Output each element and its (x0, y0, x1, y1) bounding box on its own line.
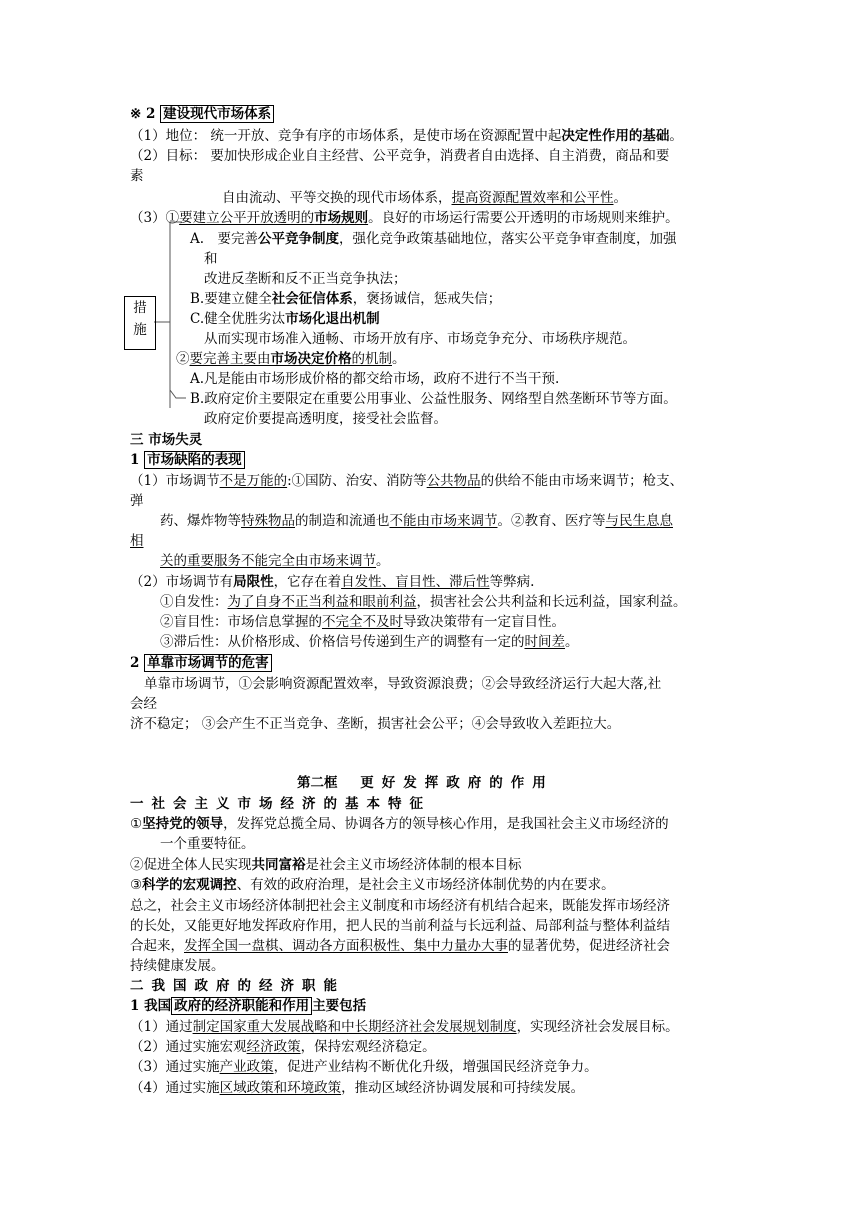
function-2 (130, 1037, 436, 1057)
function-4 (130, 1078, 584, 1098)
text: （3）通过实施 (130, 1059, 220, 1075)
emphasis: 局限性 (233, 574, 274, 590)
emphasis: 市场决定价格 (270, 351, 352, 367)
underlined: 制定国家重大发展战略和中长期经济社会发展规划制度 (192, 1019, 517, 1035)
underlined: 不完全不及时 (322, 614, 403, 630)
text: 、有效的政府治理，是社会主义市场经济体制优势的内在要求。 (236, 877, 615, 893)
measure-2a: A.凡是能由市场形成价格的都交给市场，政府不进行不当干预. (190, 371, 560, 387)
text: 。 (392, 351, 406, 367)
text: 药、爆炸物等 (160, 513, 241, 529)
text: 是社会主义市场经济体制的根本目标 (305, 857, 522, 873)
goal-line-wrap: 素 (130, 168, 144, 184)
text: ②促进全体人民实现 (130, 857, 252, 873)
measure-1a-cont: 改进反垄断和反不正当竞争执法； (204, 271, 407, 287)
label: （1）地位： (130, 128, 207, 144)
heading-economic-functions: 二我国政府的经济职能 (130, 978, 345, 994)
text: ①自发性： (160, 594, 228, 610)
measure-2b-cont: 政府定价要提高透明度，接受社会监督。 (204, 411, 447, 427)
feature-2 (130, 855, 522, 875)
underlined: 发挥全国一盘棋、调动各方面积极性、集中力量办大事 (184, 938, 508, 954)
measure-1c-cont: 从而实现市场准入通畅、市场开放有序、市场竞争充分、市场秩序规范。 (204, 331, 636, 347)
text: 。 (376, 553, 390, 569)
underlined: 要建立公平开放透明的 (179, 210, 315, 226)
underlined: 的机制 (351, 351, 392, 367)
measure-1c (190, 309, 380, 329)
underlined: 不能由市场来调节 (389, 513, 498, 529)
number: 1 (130, 452, 140, 468)
text: A. 要完善 (190, 231, 259, 247)
functions-heading (130, 996, 366, 1016)
text: 。②教育、医疗等 (497, 513, 606, 529)
harm-line-1: 单靠市场调节，①会影响资源配置效率，导致资源浪费；②会导致经济运行大起大落,社 (144, 676, 662, 692)
title-main: 更好发挥政府的作用 (360, 775, 554, 791)
text: ① (130, 816, 143, 832)
harm-line-wrap: 会经 (130, 696, 157, 712)
framework-title (297, 773, 554, 793)
underlined: 要完善主要由 (189, 351, 271, 367)
text: 主要包括 (312, 998, 367, 1014)
subsection-1-title: 市场缺陷的表现 (144, 451, 245, 469)
section2-title: 建设现代市场体系 (160, 105, 274, 123)
label: ② (176, 351, 190, 367)
measures-label-1: 措 (133, 300, 147, 316)
functions-title: 政府的经济职能和作用 (171, 997, 312, 1015)
emphasis: 科学的宏观调控 (142, 877, 237, 893)
goal-line-2 (222, 188, 627, 208)
text: 等弊病. (489, 574, 535, 590)
emphasis: 决定性作用的基础 (561, 128, 670, 144)
defect-1-cont (160, 511, 673, 531)
text: 。 (565, 634, 579, 650)
text: B.要建立健全 (190, 291, 272, 307)
text: （1）通过 (130, 1019, 193, 1035)
text: 。良好的市场运行需要公开透明的市场规则来维护。 (368, 210, 679, 226)
text: ③ (130, 877, 143, 893)
underlined: 为了自身不正当利益和眼前利益 (227, 594, 417, 610)
position-line (130, 126, 683, 146)
label: （3）① (130, 210, 180, 226)
measure-2 (176, 349, 406, 369)
section-mark: ※ 2 (130, 106, 156, 122)
text: ，促进产业结构不断优化升级，增强国民经济竞争力。 (273, 1059, 598, 1075)
underlined: 与民生息息 (605, 513, 673, 529)
section3-heading: 三 市场失灵 (130, 432, 203, 448)
text: ，损害社会公共利益和长远利益，国家利益。 (416, 594, 687, 610)
subsection-2-title: 单靠市场调节的危害 (144, 654, 272, 672)
text: 。 (613, 190, 627, 206)
emphasis: 市场规则 (314, 210, 369, 226)
text: 要加快形成企业自主经营、公平竞争，消费者自由选择、自主消费，商品和要 (210, 148, 670, 164)
goal-line (130, 146, 669, 166)
emphasis: 公平竞争制度 (258, 231, 340, 247)
text: 合起来， (130, 938, 184, 954)
underlined: 自发性、盲目性、滞后性 (341, 574, 490, 590)
emphasis: 市场化退出机制 (285, 311, 380, 327)
text: ，实现经济社会发展目标。 (516, 1019, 679, 1035)
text: 的显著优势，促进经济社会 (508, 938, 670, 954)
underlined: 不是万能的 (219, 473, 288, 489)
measure-2b: B.政府定价主要限定在重要公用事业、公益性服务、网络型自然垄断环节等方面。 (190, 391, 677, 407)
summary-line-4: 持续健康发展。 (130, 958, 225, 974)
underlined: 提高资源配置效率和公平性 (451, 190, 614, 206)
function-1 (130, 1017, 679, 1037)
text: 。 (669, 128, 683, 144)
underlined: 时间差 (524, 634, 565, 650)
underlined: 产业政策 (219, 1059, 274, 1075)
underlined: 特殊物品 (241, 513, 295, 529)
summary-line-1: 总之，社会主义市场经济体制把社会主义制度和市场经济有机结合起来，既能发挥市场经济 (130, 898, 670, 914)
subsection-1-heading (130, 450, 245, 470)
subsection-2-heading (130, 653, 272, 673)
section2-heading (130, 104, 274, 124)
underlined: 经济政策 (246, 1039, 301, 1055)
text: ，保持宏观经济稳定。 (300, 1039, 436, 1055)
feature-1-cont: 一个重要特征。 (160, 836, 255, 852)
feature-1 (130, 814, 669, 834)
emphasis: 社会征信体系 (271, 291, 353, 307)
spontaneity (160, 592, 687, 612)
text: （4）通过实施 (130, 1080, 220, 1096)
defect-1-end (160, 551, 390, 571)
title-prefix: 第二框 (297, 775, 338, 791)
defect-2 (130, 572, 534, 592)
defect-1-wrap-2: 相 (130, 533, 144, 549)
text: 自由流动、平等交换的现代市场体系， (222, 190, 452, 206)
emphasis: 共同富裕 (251, 857, 306, 873)
blindness (160, 612, 565, 632)
text: （1）市场调节 (130, 473, 220, 489)
measure-1b (190, 289, 501, 309)
text: （2）通过实施宏观 (130, 1039, 247, 1055)
text: ，推动区域经济协调发展和可持续发展。 (341, 1080, 585, 1096)
label: （2）目标： (130, 148, 207, 164)
lag (160, 632, 579, 652)
text: ，强化竞争政策基础地位，落实公平竞争审查制度，加强 (339, 231, 677, 247)
defect-1-wrap: 弹 (130, 493, 144, 509)
function-3 (130, 1057, 598, 1077)
summary-line-2: 的长处，又能更好地发挥政府作用，把人民的当前利益与长远利益、局部利益与整体利益结 (130, 918, 670, 934)
measures-label-2: 施 (133, 322, 147, 338)
underlined: 公共物品 (426, 473, 481, 489)
text: ，它存在着 (273, 574, 342, 590)
number: 2 (130, 655, 140, 671)
summary-line-3 (130, 936, 670, 956)
text: 导致决策带有一定盲目性。 (403, 614, 565, 630)
text: 统一开放、竞争有序的市场体系，是使市场在资源配置中起 (210, 128, 562, 144)
text: :①国防、治安、消防等 (287, 473, 427, 489)
heading-basic-features: 一社会主义市场经济的基本特征 (130, 796, 431, 812)
underlined: 关的重要服务不能完全由市场来调节 (160, 553, 376, 569)
measure-1a (190, 229, 677, 249)
text: ③滞后性：从价格形成、价格信号传递到生产的调整有一定的 (160, 634, 525, 650)
emphasis: 坚持党的领导 (142, 816, 224, 832)
measures-box (124, 296, 156, 350)
text: ，褒扬诚信，惩戒失信； (352, 291, 502, 307)
feature-3 (130, 875, 615, 895)
measure-1a-wrap: 和 (204, 251, 218, 267)
text: 的供给不能由市场来调节；枪支、 (480, 473, 684, 489)
underlined: 区域政策和环境政策 (219, 1080, 342, 1096)
harm-line-2: 济不稳定； ③会产生不正当竞争、垄断，损害社会公平；④会导致收入差距拉大。 (130, 716, 621, 732)
text: ，发挥党总揽全局、协调各方的领导核心作用，是我国社会主义市场经济的 (223, 816, 669, 832)
text: ②盲目性：市场信息掌握的 (160, 614, 322, 630)
text: （2）市场调节有 (130, 574, 234, 590)
defect-1 (130, 471, 683, 491)
measure-1 (130, 208, 679, 228)
text: C.健全优胜劣汰 (190, 311, 286, 327)
number: 1 我国 (130, 998, 172, 1014)
text: 的制造和流通也 (295, 513, 390, 529)
